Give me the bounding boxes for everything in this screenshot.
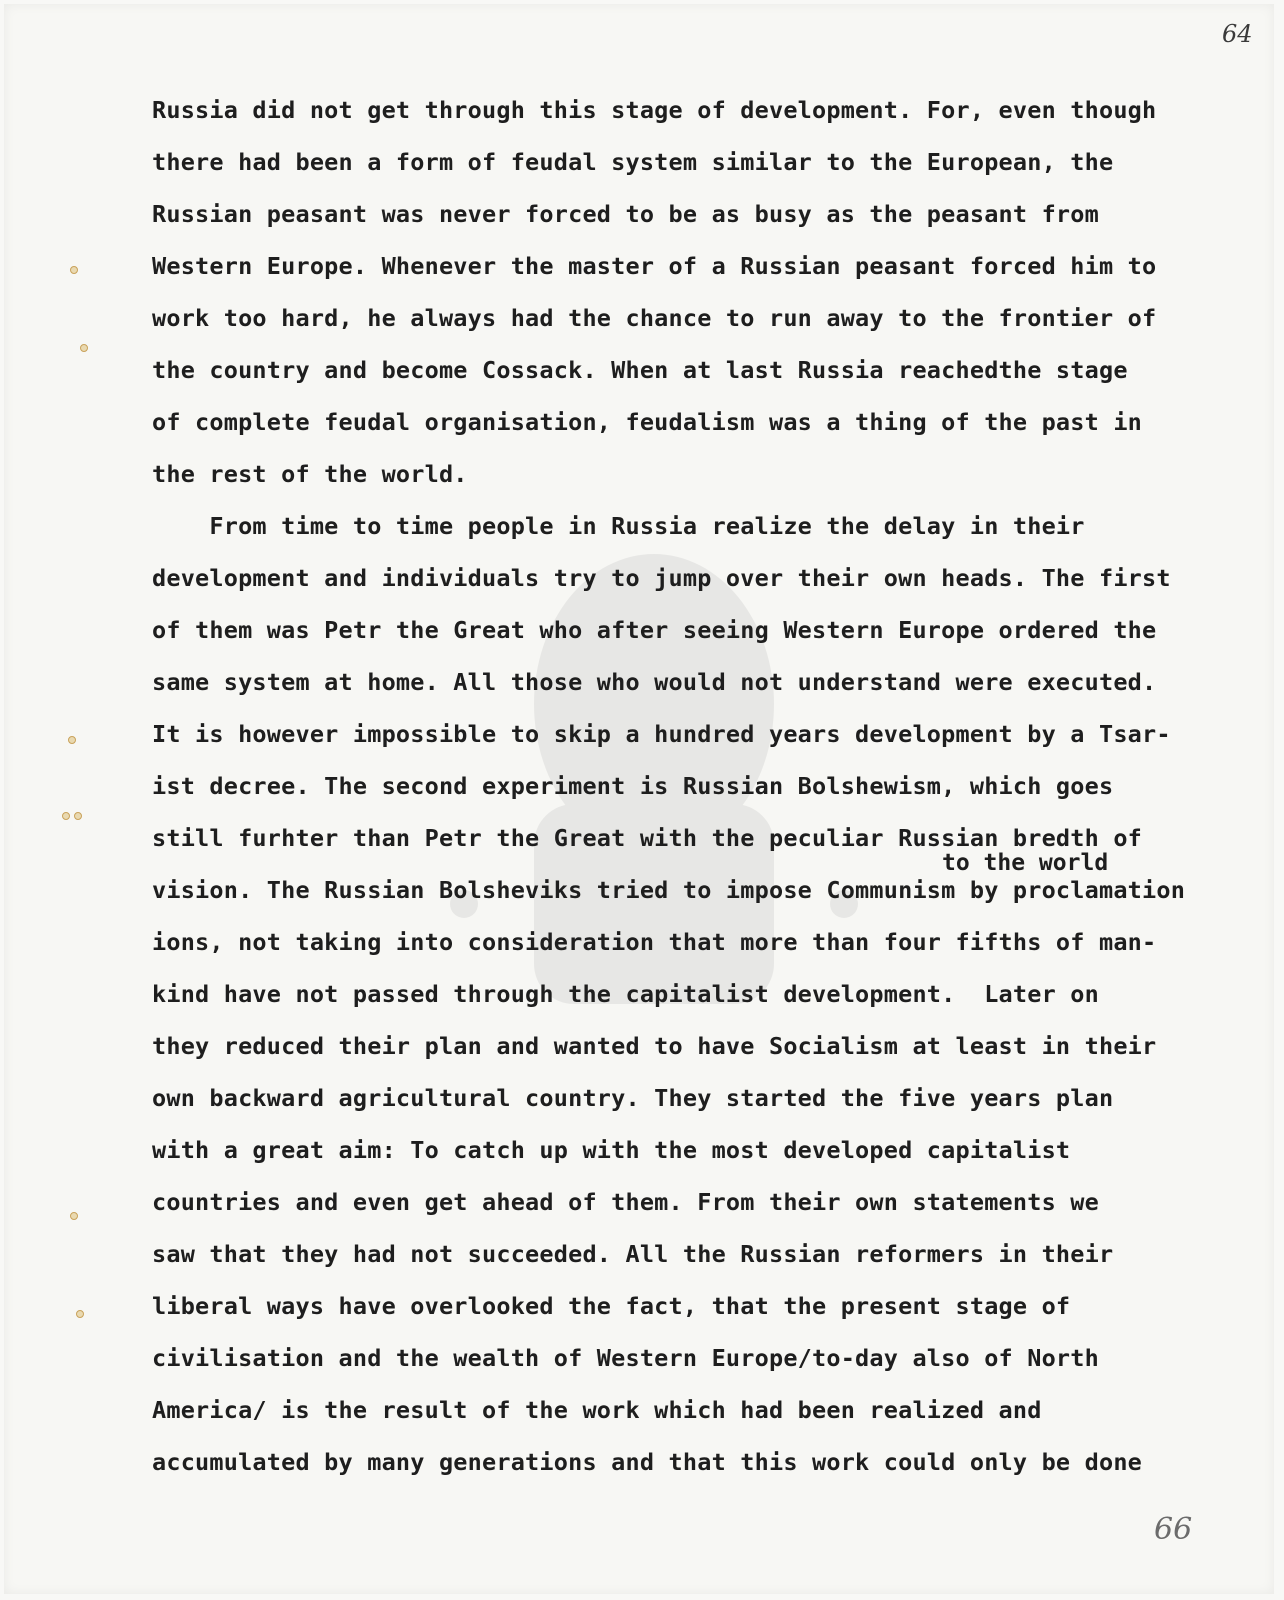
margin-mark (70, 266, 78, 274)
text-line: work too hard, he always had the chance to run away to the frontier of (152, 304, 1157, 332)
text-line: same system at home. All those who would not understand were executed. (152, 668, 1157, 696)
text-line: there had been a form of feudal system similar to the European, the (152, 148, 1114, 176)
text-line: Russian peasant was never forced to be as busy as the peasant from (152, 200, 1099, 228)
text-line: still furhter than Petr the Great with the peculiar Russian bredth of (152, 824, 1143, 852)
text-line: they reduced their plan and wanted to have Socialism at least in their (152, 1032, 1157, 1060)
typewritten-sheet (4, 4, 1274, 1594)
text-line: of them was Petr the Great who after seeing Western Europe ordered the (152, 616, 1157, 644)
text-line: vision. The Russian Bolsheviks tried to impose Communism by proclamation (152, 876, 1186, 904)
page-number-top: 64 (1222, 20, 1253, 48)
text-line: From time to time people in Russia realize the delay in their (152, 512, 1085, 540)
text-line: the rest of the world. (152, 460, 468, 488)
text-line: It is however impossible to skip a hundred years development by a Tsar- (152, 720, 1171, 748)
text-line: ist decree. The second experiment is Russian Bolshewism, which goes (152, 772, 1114, 800)
margin-mark (62, 812, 70, 820)
margin-mark (70, 1212, 78, 1220)
text-line: kind have not passed through the capitalist development. Later on (152, 980, 1099, 1008)
text-line: own backward agricultural country. They started the five years plan (152, 1084, 1114, 1112)
text-line: saw that they had not succeeded. All the Russian reformers in their (152, 1240, 1114, 1268)
margin-mark (80, 344, 88, 352)
margin-mark (74, 812, 82, 820)
text-line: the country and become Cossack. When at last Russia reachedthe stage (152, 356, 1128, 384)
text-line: ions, not taking into consideration that more than four fifths of man- (152, 928, 1157, 956)
text-line: civilisation and the wealth of Western Europe/to-day also of North (152, 1344, 1099, 1372)
text-line: accumulated by many generations and that this work could only be done (152, 1448, 1143, 1476)
page-number-bottom: 66 (1154, 1512, 1193, 1547)
text-line: liberal ways have overlooked the fact, that the present stage of (152, 1292, 1071, 1320)
text-line: Western Europe. Whenever the master of a Russian peasant forced him to (152, 252, 1157, 280)
margin-mark (68, 736, 76, 744)
text-line: Russia did not get through this stage of development. For, even though (152, 96, 1157, 124)
interlinear-insertion: to the world (942, 850, 1109, 876)
text-line: countries and even get ahead of them. From their own statements we (152, 1188, 1099, 1216)
text-line: development and individuals try to jump over their own heads. The first (152, 564, 1171, 592)
text-line: of complete feudal organisation, feudalism was a thing of the past in (152, 408, 1143, 436)
margin-mark (76, 1310, 84, 1318)
text-line: with a great aim: To catch up with the most developed capitalist (152, 1136, 1071, 1164)
text-line: America/ is the result of the work which had been realized and (152, 1396, 1042, 1424)
